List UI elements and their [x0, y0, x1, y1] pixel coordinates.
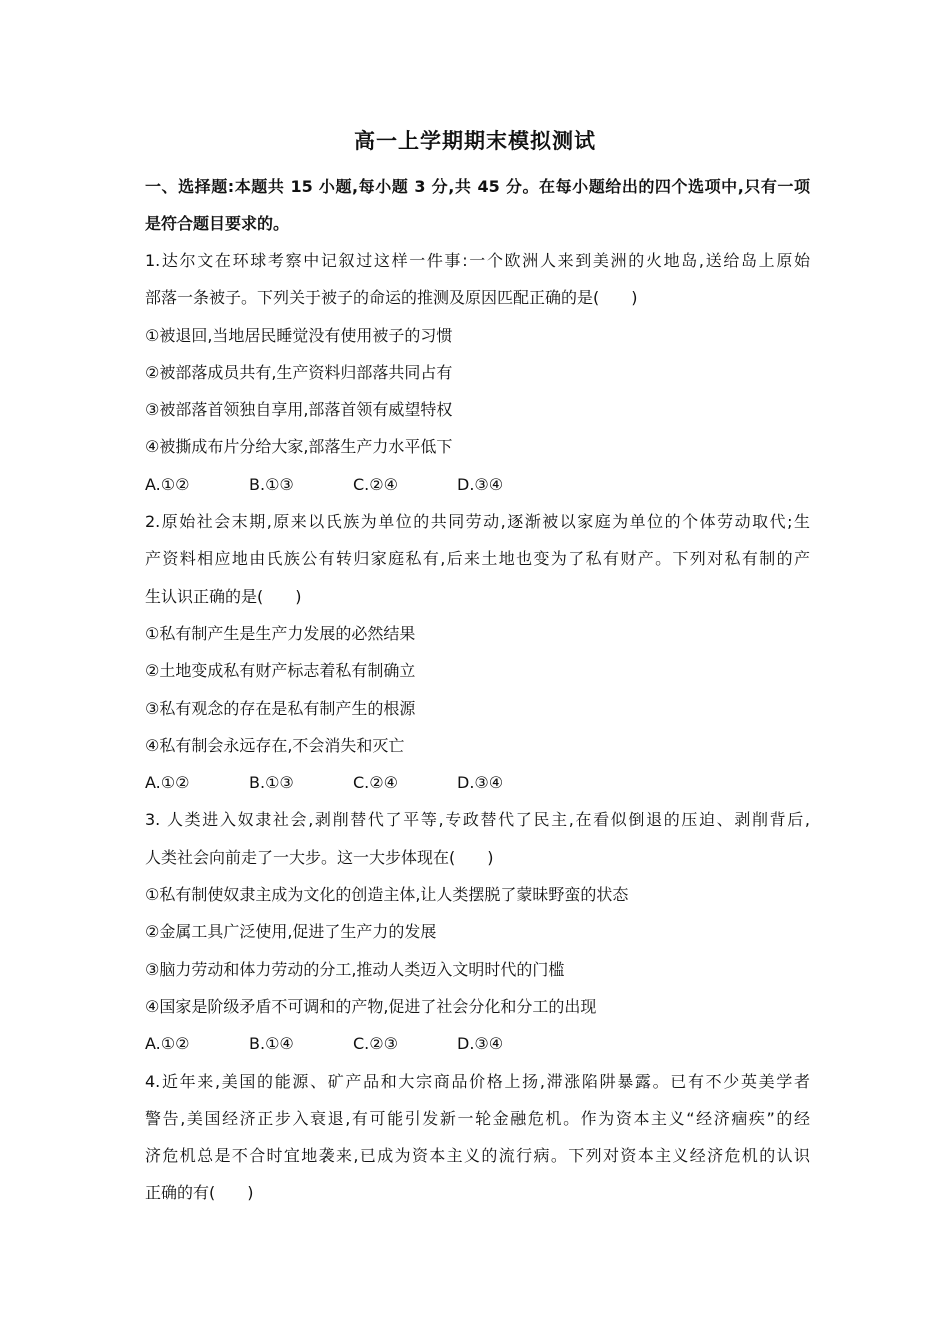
answer-options: [145, 764, 810, 801]
option-a[interactable]: A.①②: [145, 474, 190, 494]
question-stem-line: 2.原始社会末期,原来以氏族为单位的共同劳动,逐渐被以家庭为单位的个体劳动取代;生: [145, 512, 810, 532]
answer-options: [145, 1025, 810, 1062]
question-3: [145, 801, 810, 1062]
option-c[interactable]: C.②④: [353, 773, 398, 793]
page-title: 高一上学期期末模拟测试: [354, 129, 596, 153]
question-2: [145, 503, 810, 801]
statement-item: ②土地变成私有财产标志着私有制确立: [145, 661, 416, 681]
answer-options: [145, 466, 810, 503]
question-stem-line: 人类社会向前走了一大步。这一大步体现在( ): [145, 847, 494, 867]
statement-item: ④私有制会永远存在,不会消失和灭亡: [145, 735, 405, 755]
statement-item: ④被撕成布片分给大家,部落生产力水平低下: [145, 437, 453, 457]
question-stem-line: 产资料相应地由氏族公有转归家庭私有,后来土地也变为了私有财产。下列对私有制的产: [145, 549, 810, 569]
option-a[interactable]: A.①②: [145, 773, 190, 793]
option-b[interactable]: B.①④: [249, 1034, 294, 1054]
option-c[interactable]: C.②③: [353, 1034, 398, 1054]
option-d[interactable]: D.③④: [457, 1034, 504, 1054]
question-stem-line: 1.达尔文在环球考察中记叙过这样一件事:一个欧洲人来到美洲的火地岛,送给岛上原始: [145, 251, 810, 270]
question-stem-line: 警告,美国经济正步入衰退,有可能引发新一轮金融危机。作为资本主义“经济痼疾”的经: [145, 1108, 810, 1128]
question-stem-line: 正确的有( ): [145, 1183, 254, 1203]
question-stem-line: 4.近年来,美国的能源、矿产品和大宗商品价格上扬,滞涨陷阱暴露。已有不少英美学者: [145, 1071, 810, 1091]
statement-item: ②被部落成员共有,生产资料归部落共同占有: [145, 362, 453, 382]
statement-item: ①被退回,当地居民睡觉没有使用被子的习惯: [145, 325, 453, 345]
section-heading: [145, 168, 810, 242]
option-c[interactable]: C.②④: [353, 474, 398, 494]
statement-item: ③被部落首领独自享用,部落首领有威望特权: [145, 400, 453, 420]
statement-item: ③私有观念的存在是私有制产生的根源: [145, 698, 416, 718]
option-d[interactable]: D.③④: [457, 773, 504, 793]
question-list: [145, 242, 810, 1212]
question-1: [145, 242, 810, 503]
statement-item: ④国家是阶级矛盾不可调和的产物,促进了社会分化和分工的出现: [145, 996, 597, 1016]
statement-item: ②金属工具广泛使用,促进了生产力的发展: [145, 922, 437, 942]
question-stem-line: 部落一条被子。下列关于被子的命运的推测及原因匹配正确的是( ): [145, 288, 638, 308]
statement-item: ①私有制使奴隶主成为文化的创造主体,让人类摆脱了蒙昧野蛮的状态: [145, 885, 629, 905]
option-a[interactable]: A.①②: [145, 1034, 190, 1054]
option-b[interactable]: B.①③: [249, 474, 294, 494]
statement-item: ①私有制产生是生产力发展的必然结果: [145, 623, 416, 643]
question-stem-line: 3. 人类进入奴隶社会,剥削替代了平等,专政替代了民主,在看似倒退的压迫、剥削背后,: [145, 810, 810, 830]
option-d[interactable]: D.③④: [457, 474, 504, 494]
section-heading-line: 是符合题目要求的。: [145, 214, 290, 233]
section-heading-line: 一、选择题:本题共 15 小题,每小题 3 分,共 45 分。在每小题给出的四个选项中,只有一项: [145, 177, 810, 196]
option-b[interactable]: B.①③: [249, 773, 294, 793]
question-4: [145, 1063, 810, 1212]
question-stem-line: 济危机总是不合时宜地袭来,已成为资本主义的流行病。下列对资本主义经济危机的认识: [145, 1146, 810, 1166]
question-stem-line: 生认识正确的是( ): [145, 586, 302, 606]
statement-item: ③脑力劳动和体力劳动的分工,推动人类迈入文明时代的门槛: [145, 959, 565, 979]
